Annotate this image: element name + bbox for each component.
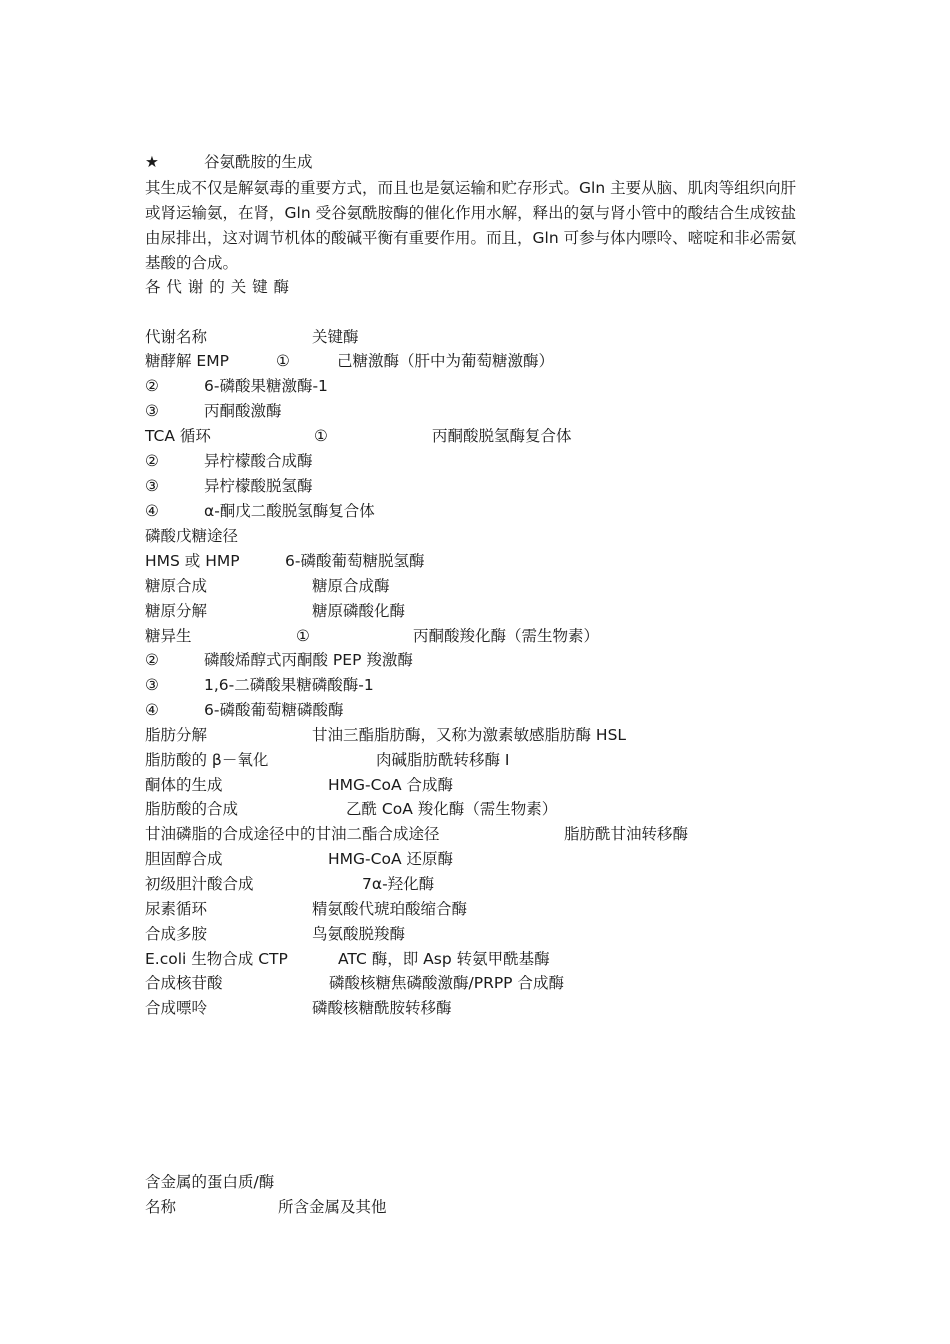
table-cell: 丙酮酸激酶 xyxy=(204,402,282,420)
section-heading-metalloproteins: 含金属的蛋白质/酶 xyxy=(145,1173,275,1191)
table-cell: ④ xyxy=(145,701,159,719)
table-cell: 初级胆汁酸合成 xyxy=(145,875,254,893)
table-cell: 1,6-二磷酸果糖磷酸酶-1 xyxy=(204,676,374,694)
table-cell: 肉碱脂肪酰转移酶 I xyxy=(376,751,510,769)
table-cell: 糖原合成酶 xyxy=(312,577,390,595)
table-cell: 脂肪酸的合成 xyxy=(145,800,239,818)
table-cell: 尿素循环 xyxy=(145,900,208,918)
table-cell: 糖原分解 xyxy=(145,602,208,620)
table-cell: 胆固醇合成 xyxy=(145,850,223,868)
table-header-enzyme: 关键酶 xyxy=(312,328,359,346)
table-cell: 6-磷酸葡萄糖脱氢酶 xyxy=(285,552,425,570)
table-cell: 脂肪酸的 β－氧化 xyxy=(145,751,269,769)
table-cell: 酮体的生成 xyxy=(145,776,223,794)
table-cell: 糖原磷酸化酶 xyxy=(312,602,406,620)
table-cell: ② xyxy=(145,377,159,395)
table-cell: 合成多胺 xyxy=(145,925,208,943)
table-cell: ③ xyxy=(145,402,159,420)
table-cell: 合成嘌呤 xyxy=(145,999,208,1017)
table-header-name: 名称 xyxy=(145,1198,177,1216)
table-cell: 丙酮酸脱氢酶复合体 xyxy=(432,427,572,445)
table-cell: ③ xyxy=(145,676,159,694)
table-cell: HMS 或 HMP xyxy=(145,552,240,570)
table-cell: 异柠檬酸脱氢酶 xyxy=(204,477,313,495)
table-cell: 脂肪酰甘油转移酶 xyxy=(564,825,689,843)
table-cell: ④ xyxy=(145,502,159,520)
table-cell: ② xyxy=(145,452,159,470)
table-cell: ① xyxy=(296,627,310,645)
table-cell: 6-磷酸果糖激酶-1 xyxy=(204,377,328,395)
table-cell: 乙酰 CoA 羧化酶（需生物素） xyxy=(346,800,558,818)
table-cell: 磷酸核糖酰胺转移酶 xyxy=(312,999,452,1017)
table-cell: 6-磷酸葡萄糖磷酸酶 xyxy=(204,701,344,719)
table-cell: ③ xyxy=(145,477,159,495)
section-heading-key-enzymes: 各 代 谢 的 关 键 酶 xyxy=(145,278,290,296)
table-cell: α-酮戊二酸脱氢酶复合体 xyxy=(204,502,375,520)
table-cell: HMG-CoA 还原酶 xyxy=(328,850,453,868)
table-cell: 丙酮酸羧化酶（需生物素） xyxy=(413,627,600,645)
table-cell: 精氨酸代琥珀酸缩合酶 xyxy=(312,900,468,918)
table-cell: 脂肪分解 xyxy=(145,726,208,744)
table-cell: 异柠檬酸合成酶 xyxy=(204,452,313,470)
table-cell: 7α-羟化酶 xyxy=(362,875,435,893)
table-cell: 甘油三酯脂肪酶，又称为激素敏感脂肪酶 HSL xyxy=(312,726,627,744)
table-cell: 磷酸烯醇式丙酮酸 PEP 羧激酶 xyxy=(204,651,413,669)
star-icon: ★ xyxy=(145,153,159,171)
table-cell: ② xyxy=(145,651,159,669)
table-cell: ① xyxy=(276,352,290,370)
table-cell: 己糖激酶（肝中为葡萄糖激酶） xyxy=(337,352,555,370)
table-cell: 甘油磷脂的合成途径中的甘油二酯合成途径 xyxy=(145,825,440,843)
section-heading-glutamine: 谷氨酰胺的生成 xyxy=(204,153,313,171)
table-cell: ① xyxy=(314,427,328,445)
table-cell: 糖异生 xyxy=(145,627,192,645)
table-cell: 糖原合成 xyxy=(145,577,208,595)
table-cell: ATC 酶，即 Asp 转氨甲酰基酶 xyxy=(338,950,550,968)
table-header-metal: 所含金属及其他 xyxy=(278,1198,387,1216)
table-cell: HMG-CoA 合成酶 xyxy=(328,776,453,794)
table-cell: TCA 循环 xyxy=(145,427,211,445)
table-cell: 糖酵解 EMP xyxy=(145,352,229,370)
table-cell: 合成核苷酸 xyxy=(145,974,223,992)
table-header-name: 代谢名称 xyxy=(145,328,208,346)
table-cell: 鸟氨酸脱羧酶 xyxy=(312,925,406,943)
table-cell: 磷酸核糖焦磷酸激酶/PRPP 合成酶 xyxy=(329,974,564,992)
table-cell: 磷酸戊糖途径 xyxy=(145,527,239,545)
paragraph-glutamine: 其生成不仅是解氨毒的重要方式，而且也是氨运输和贮存形式。Gln 主要从脑、肌肉等组织向肝或肾运输氨，在肾，Gln 受谷氨酰胺酶的催化作用水解，释出的氨与肾小管中的酸结合生成铵盐由尿排出，这对调节机体的酸碱平衡有重要作用。而且，Gln 可参与体内嘌呤、嘧啶和非必需氨基酸的合成。 xyxy=(145,179,797,272)
table-cell: E.coli 生物合成 CTP xyxy=(145,950,288,968)
